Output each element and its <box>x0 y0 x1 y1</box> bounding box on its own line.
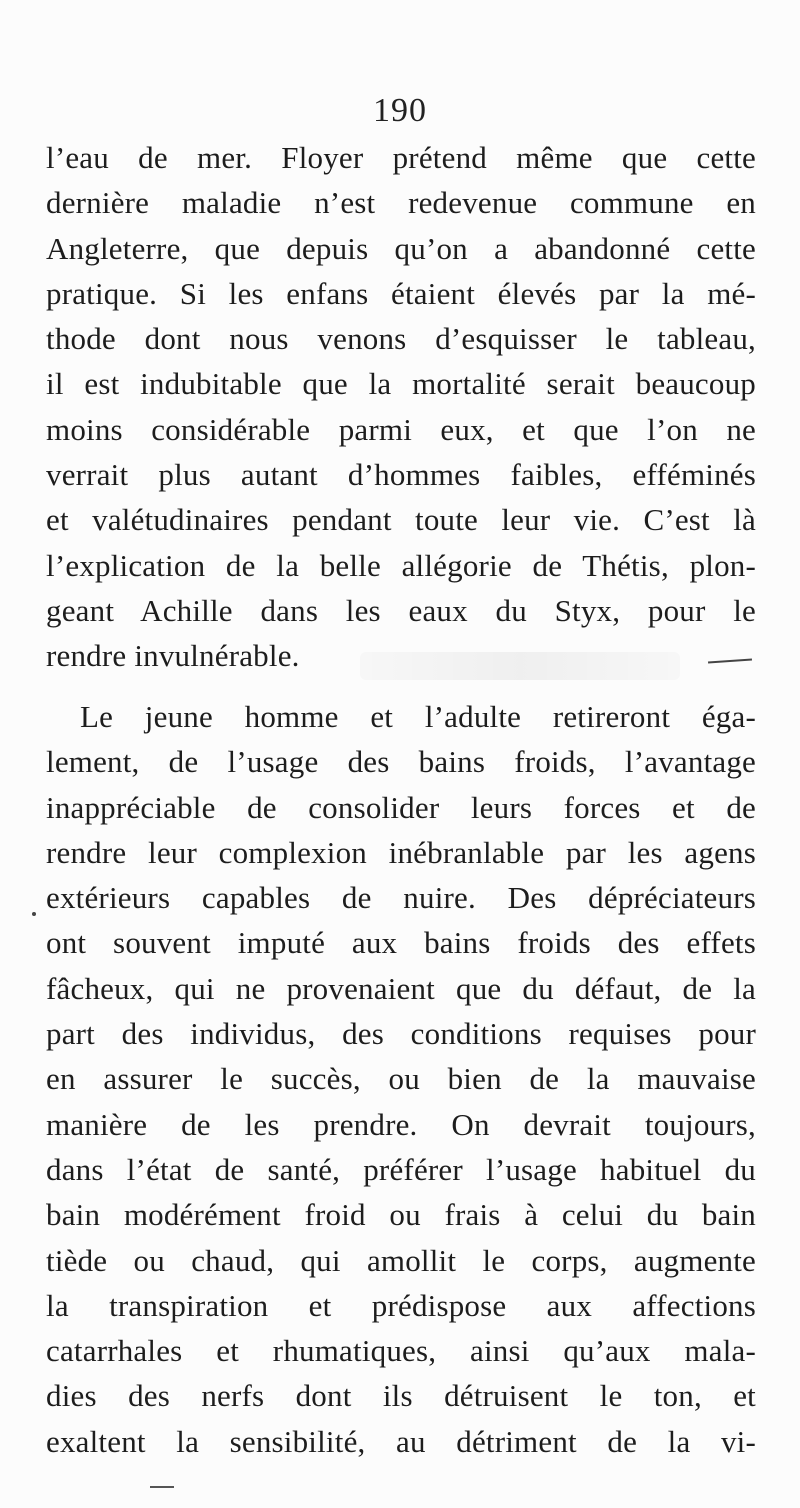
text-line: rendre invulnérable. <box>46 638 300 674</box>
paragraph-1 <box>46 135 756 679</box>
ink-dot-mark <box>32 912 36 916</box>
text-line: Angleterre, que depuis qu’on a abandonné cette <box>46 230 756 266</box>
text-line: bain modérément froid ou frais à celui du bain <box>46 1197 756 1233</box>
text-line: Le jeune homme et l’adulte retireront éga- <box>80 699 756 734</box>
text-line: thode dont nous venons d’esquisser le tableau, <box>46 321 756 357</box>
text-line: pratique. Si les enfans étaient élevés par la mé- <box>46 275 756 311</box>
text-line: ont souvent imputé aux bains froids des effets <box>46 925 756 961</box>
text-line: tiède ou chaud, qui amollit le corps, augmente <box>46 1242 756 1278</box>
text-line: part des individus, des conditions requises pour <box>46 1016 756 1052</box>
text-line: inappréciable de consolider leurs forces et de <box>46 789 756 825</box>
text-line: exaltent la sensibilité, au détriment de la vi- <box>46 1423 756 1459</box>
text-line: en assurer le succès, ou bien de la mauvaise <box>46 1061 756 1097</box>
text-line: catarrhales et rhumatiques, ainsi qu’aux mala- <box>46 1333 756 1369</box>
text-line: et valétudinaires pendant toute leur vie. C’est là <box>46 502 756 538</box>
text-line: la transpiration et prédispose aux affections <box>46 1287 756 1323</box>
text-line: moins considérable parmi eux, et que l’on ne <box>46 411 756 447</box>
text-line: manière de les prendre. On devrait toujours, <box>46 1106 756 1142</box>
text-line: fâcheux, qui ne provenaient que du défaut, de la <box>46 970 756 1006</box>
text-line: lement, de l’usage des bains froids, l’avantage <box>46 744 756 780</box>
text-line: extérieurs capables de nuire. Des dépréciateurs <box>46 880 756 916</box>
text-line: rendre leur complexion inébranlable par les agens <box>46 834 756 870</box>
text-line: dies des nerfs dont ils détruisent le ton, et <box>46 1378 756 1414</box>
text-line: l’explication de la belle allégorie de Thétis, plon- <box>46 547 756 583</box>
text-line: geant Achille dans les eaux du Styx, pour le <box>46 592 756 628</box>
text-line: verrait plus autant d’hommes faibles, efféminés <box>46 457 756 493</box>
text-line: l’eau de mer. Floyer prétend même que cette <box>46 140 756 175</box>
paragraph-2 <box>46 694 756 1464</box>
ink-bottom-mark <box>150 1486 174 1488</box>
text-line: il est indubitable que la mortalité serait beaucoup <box>46 366 756 402</box>
page-number: 190 <box>373 92 427 129</box>
text-line: dernière maladie n’est redevenue commune en <box>46 185 756 221</box>
text-line: dans l’état de santé, préférer l’usage habituel du <box>46 1151 756 1187</box>
